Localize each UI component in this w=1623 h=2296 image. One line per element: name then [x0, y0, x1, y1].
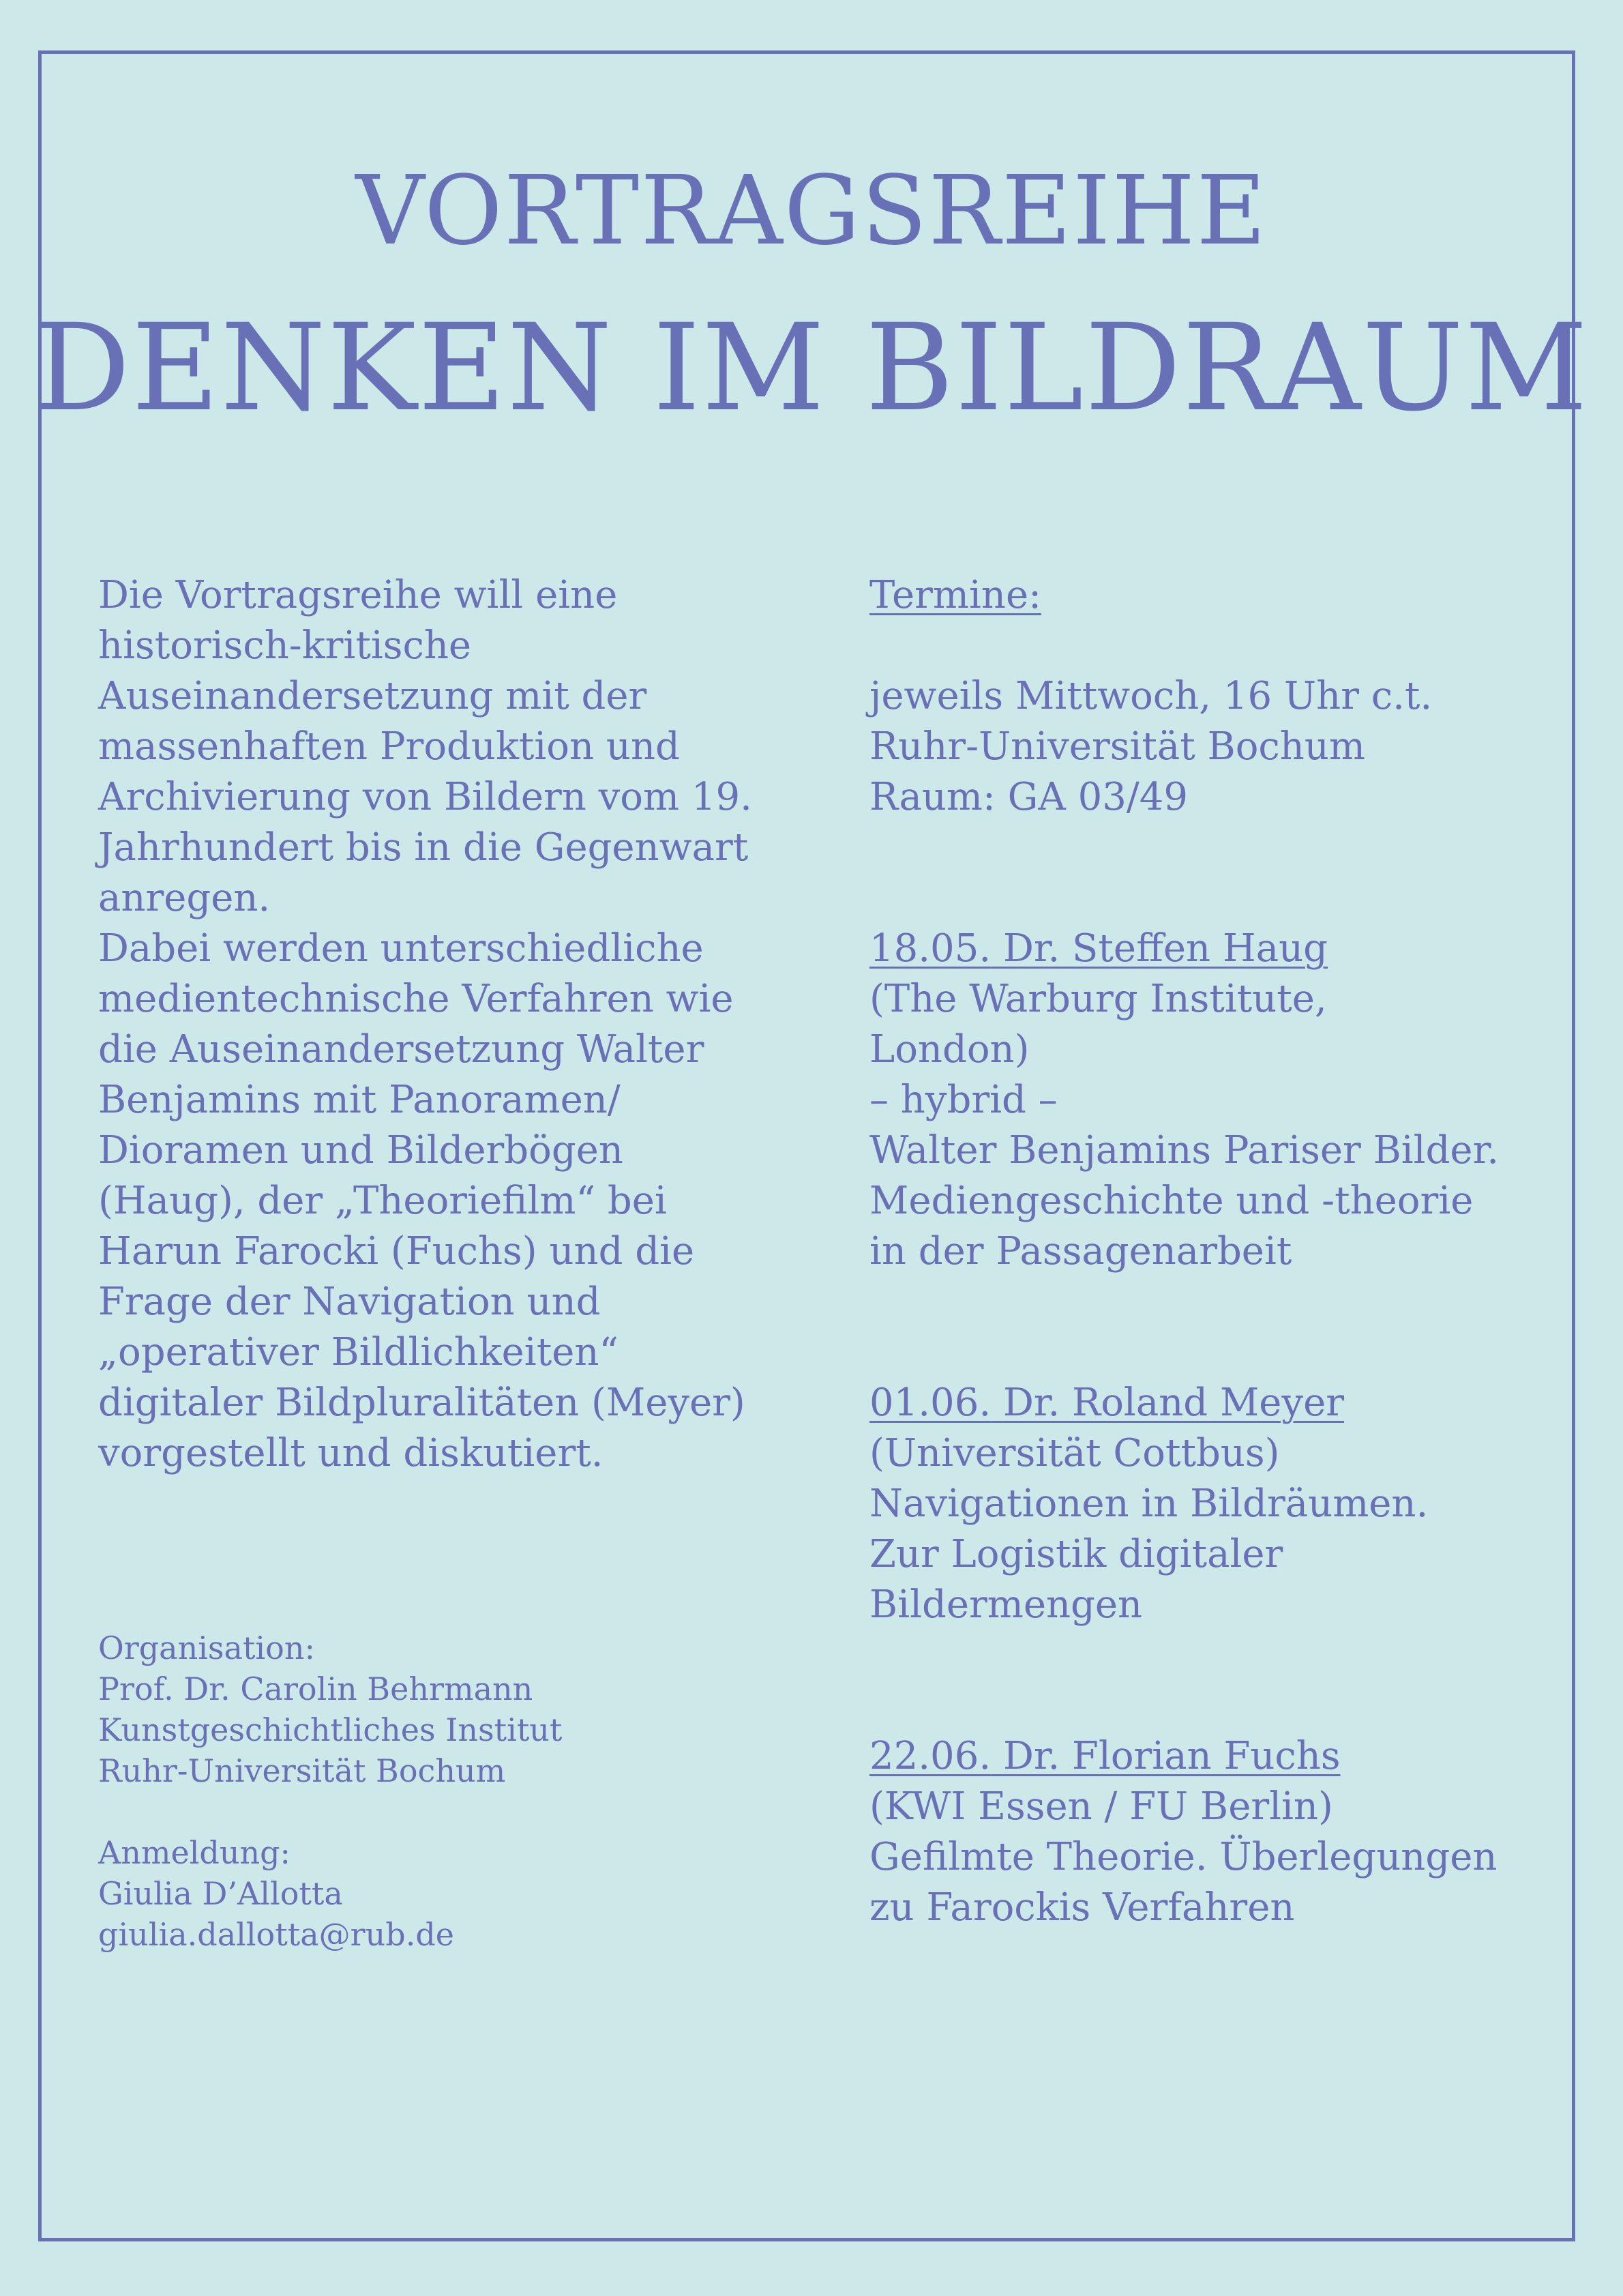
- intro-line: die Auseinandersetzung Walter: [98, 1027, 704, 1072]
- intro-line: Jahrhundert bis in die Gegenwart: [98, 825, 749, 870]
- series-label: VORTRAGSREIHE: [355, 156, 1268, 267]
- intro-line: Harun Farocki (Fuchs) und die: [98, 1229, 695, 1274]
- schedule-info: [869, 671, 1579, 823]
- organiser-institute: Kunstgeschichtliches Institut: [98, 1711, 563, 1748]
- schedule-info-line: Raum: GA 03/49: [869, 775, 1189, 819]
- intro-line: historisch-kritische: [98, 623, 472, 668]
- intro-line: (Haug), der „Theoriefilm“ bei: [98, 1179, 667, 1223]
- event-title-line: in der Passagenarbeit: [869, 1229, 1292, 1274]
- intro-line: anregen.: [98, 876, 271, 920]
- registration-label: Anmeldung:: [98, 1834, 291, 1871]
- event-title-line: Gefilmte Theorie. Überlegungen: [869, 1835, 1498, 1879]
- intro-line: Benjamins mit Panoramen/: [98, 1078, 621, 1122]
- event-heading: [869, 924, 1579, 974]
- contact-block: [98, 1628, 807, 1955]
- event-date: 01.06.: [869, 1381, 992, 1425]
- event-date: 18.05.: [869, 926, 992, 971]
- event-title-line: Bildermengen: [869, 1583, 1143, 1627]
- schedule-info-line: Ruhr-Universität Bochum: [869, 724, 1366, 769]
- event-item: [869, 1378, 1579, 1630]
- registration-email[interactable]: giulia.dallotta@rub.de: [98, 1916, 454, 1953]
- schedule-info-line: jeweils Mittwoch, 16 Uhr c.t.: [869, 674, 1433, 718]
- intro-line: Archivierung von Bildern vom 19.: [98, 775, 752, 819]
- event-title-line: Mediengeschichte und -theorie: [869, 1179, 1474, 1223]
- event-affiliation: (KWI Essen / FU Berlin): [869, 1784, 1333, 1829]
- event-speaker: Dr. Steffen Haug: [1002, 926, 1328, 971]
- event-speaker: Dr. Florian Fuchs: [1002, 1734, 1341, 1778]
- intro-line: medientechnische Verfahren wie: [98, 977, 734, 1021]
- organiser-university: Ruhr-Universität Bochum: [98, 1752, 506, 1789]
- registration-name: Giulia D’Allotta: [98, 1875, 343, 1912]
- event-speaker: Dr. Roland Meyer: [1002, 1381, 1344, 1425]
- intro-line: „operativer Bildlichkeiten“: [98, 1330, 619, 1374]
- event-format: – hybrid –: [869, 1078, 1058, 1122]
- event-affiliation: (The Warburg Institute,: [869, 977, 1327, 1021]
- intro-line: Die Vortragsreihe will eine: [98, 573, 618, 617]
- organiser-name: Prof. Dr. Carolin Behrmann: [98, 1671, 533, 1707]
- event-title-line: zu Farockis Verfahren: [869, 1885, 1295, 1930]
- event-heading: [869, 1378, 1579, 1428]
- intro-line: massenhaften Produktion und: [98, 724, 680, 769]
- event-title-line: Navigationen in Bildräumen.: [869, 1482, 1429, 1526]
- intro-text: [98, 570, 807, 1479]
- intro-line: Auseinandersetzung mit der: [98, 674, 647, 718]
- schedule-heading: Termine:: [869, 573, 1041, 617]
- poster-title: DENKEN IM BILDRAUM: [33, 298, 1590, 438]
- intro-line: Dioramen und Bilderbögen: [98, 1128, 623, 1173]
- intro-line: Dabei werden unterschiedliche: [98, 926, 704, 971]
- event-affiliation: London): [869, 1027, 1030, 1072]
- event-affiliation: (Universität Cottbus): [869, 1431, 1280, 1475]
- event-title-line: Zur Logistik digitaler: [869, 1532, 1283, 1576]
- event-date: 22.06.: [869, 1734, 992, 1778]
- intro-line: Frage der Navigation und: [98, 1280, 601, 1324]
- event-heading: [869, 1731, 1579, 1782]
- intro-line: digitaler Bildpluralitäten (Meyer): [98, 1381, 745, 1425]
- organisation-label: Organisation:: [98, 1630, 315, 1666]
- event-title-line: Walter Benjamins Pariser Bilder.: [869, 1128, 1499, 1173]
- event-item: [869, 1731, 1579, 1933]
- intro-line: vorgestellt und diskutiert.: [98, 1431, 604, 1475]
- event-item: [869, 924, 1579, 1277]
